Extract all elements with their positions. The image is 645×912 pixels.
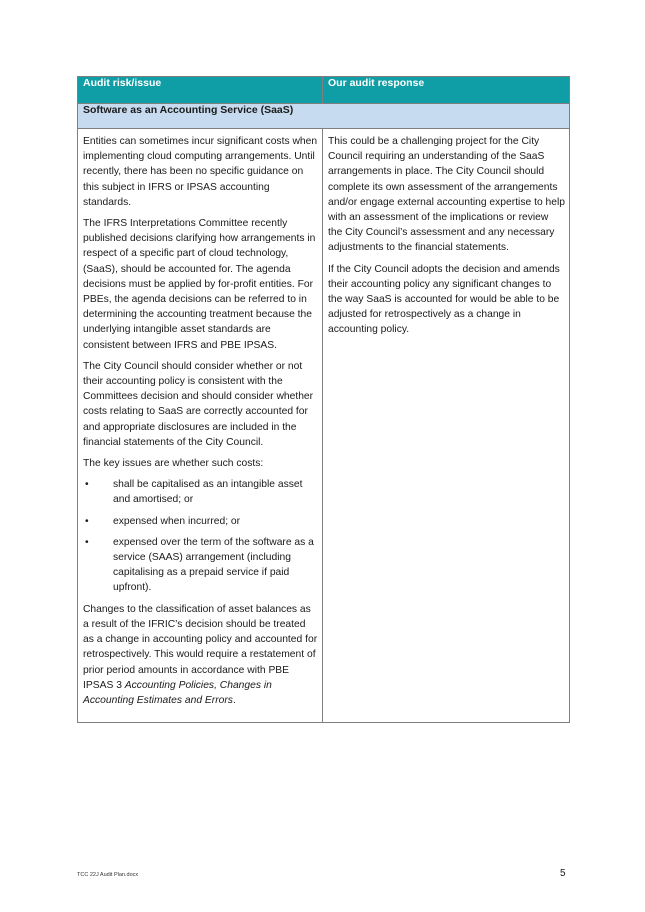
bullet-icon: • [85,479,89,491]
key-issues-list [83,477,318,595]
list-item-text: expensed over the term of the software as a service (SAAS) arrangement (including capitalising as a prepaid service if paid upfront). [113,536,314,594]
audit-risk-cell [78,129,323,723]
audit-response-cell [323,129,570,723]
response-paragraph-1: This could be a challenging project for the City Council requiring an understanding of the SaaS arrangements in place. The City Council should complete its own assessment of the arrangements and/or engage external accounting expertise to help with an assessment of the implications or review the City Council’s assessment and any necessary adjustments to the financial statements. [328,136,565,254]
risk-paragraph-4: The key issues are whether such costs: [83,458,264,470]
risk-paragraph-5 [83,602,318,708]
header-audit-response: Our audit response [323,77,570,104]
bullet-icon: • [85,536,89,548]
page-number: 5 [560,868,566,879]
table-header-row [78,77,570,104]
section-title: Software as an Accounting Service (SaaS) [78,104,570,129]
risk-paragraph-2: The IFRS Interpretations Committee recently published decisions clarifying how arrangements in respect of a specific part of cloud technology, (SaaS), should be accounted for. The agenda decisions must be applied by for-profit entities. For PBEs, the agenda decisions can be referred to in determining the accounting treatment because the underlying intangible asset standards are consistent between IFRS and PBE IPSAS. [83,218,316,351]
section-row [78,104,570,129]
bullet-icon: • [85,515,89,527]
header-audit-risk: Audit risk/issue [78,77,323,104]
list-item-text: expensed when incurred; or [113,515,241,527]
table-row [78,129,570,723]
list-item [83,477,318,507]
footer-document-name: TCC 22J Audit Plan.docx [77,872,139,878]
risk-paragraph-3: The City Council should consider whether or not their accounting policy is consistent with the Committees decision and should consider whether costs relating to SaaS are correctly accounted for and appropriate disclosures are included in the financial statements of the City Council. [83,360,314,448]
risk-paragraph-1: Entities can sometimes incur significant costs when implementing cloud computing arrangements. Until recently, there has been no specific guidance on this subject in IFRS or IPSAS accounting standards. [83,136,318,208]
list-item-text: shall be capitalised as an intangible asset and amortised; or [113,479,303,506]
audit-risk-table [77,76,570,723]
response-paragraph-2: If the City Council adopts the decision and amends their accounting policy any significant changes to the way SaaS is accounted for would be able to be adjusted for retrospectively as a change in accounting policy. [328,263,560,336]
standard-title: Accounting Policies, Changes in Accounting Estimates and Errors [83,679,272,706]
list-item [83,535,318,596]
risk-paragraph-5-text: Changes to the classification of asset balances as a result of the IFRIC’s decision should be treated as a change in accounting policy and accounted for retrospectively. This would require a restatement of prior period amounts in accordance with PBE IPSAS 3 [83,603,318,691]
risk-paragraph-5-end: . [232,694,236,706]
list-item [83,514,318,529]
